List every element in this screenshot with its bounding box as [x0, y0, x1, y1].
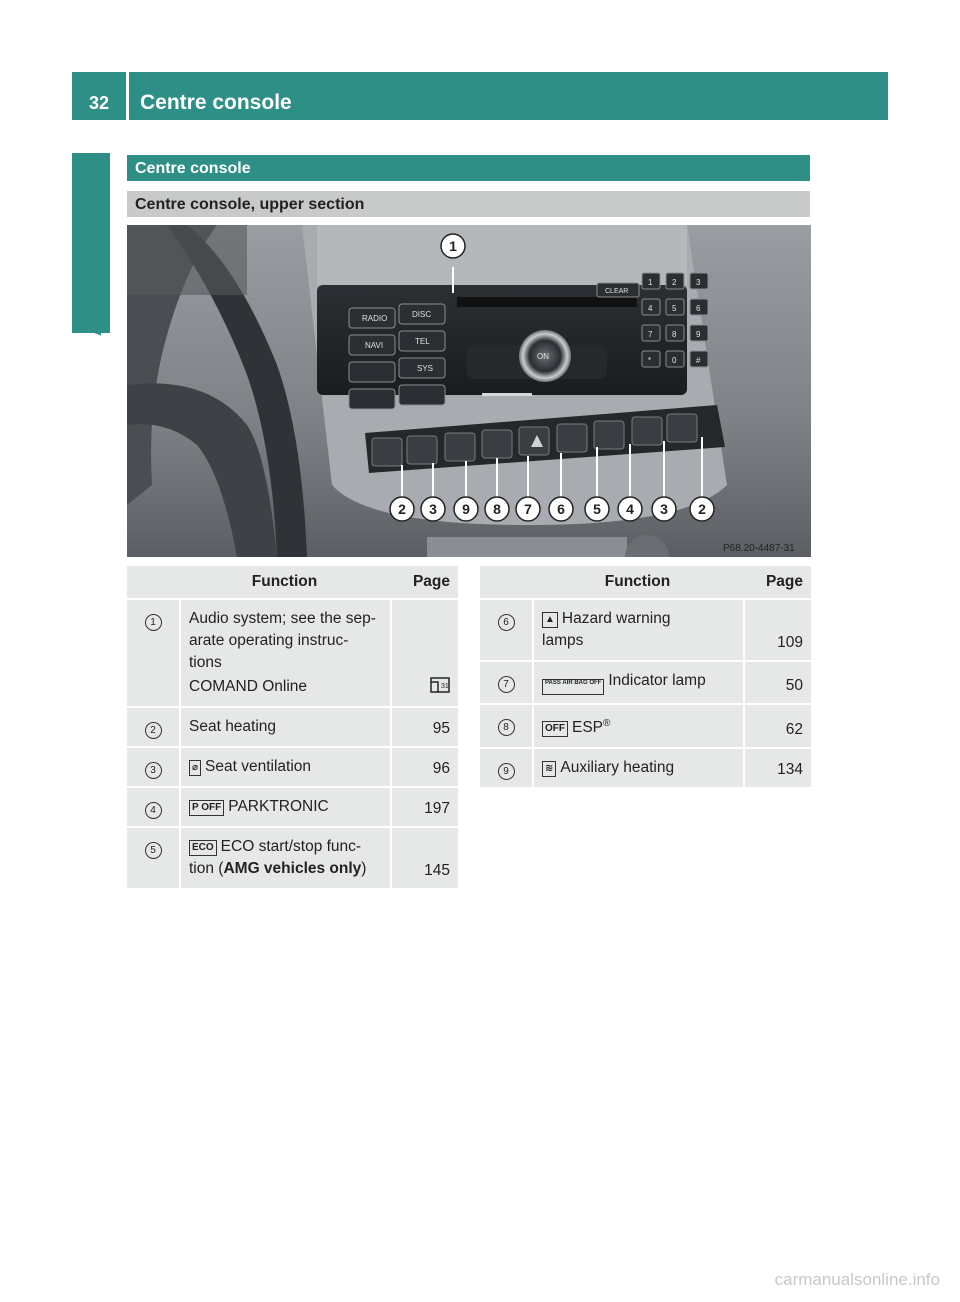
svg-text:SYS: SYS: [417, 364, 434, 373]
svg-text:31: 31: [441, 683, 449, 690]
table-row: 6 ▲ Hazard warning lamps 109: [480, 600, 811, 662]
table-row: 5 ECO ECO start/stop func- tion (AMG vehicles only) 145: [127, 828, 458, 890]
col-page: Page: [743, 566, 811, 600]
svg-text:3: 3: [429, 501, 437, 517]
svg-text:2: 2: [698, 501, 706, 517]
svg-text:2: 2: [672, 278, 677, 287]
col-page: Page: [390, 566, 458, 600]
svg-text:2: 2: [398, 501, 406, 517]
watermark: carmanualsonline.info: [774, 1270, 940, 1289]
page-number: 32: [88, 93, 110, 113]
function-table-left: [127, 566, 458, 890]
svg-text:7: 7: [524, 501, 532, 517]
parktronic-icon: P OFF: [189, 800, 224, 816]
hazard-warning-icon: ▲: [542, 612, 558, 628]
svg-text:6: 6: [557, 501, 565, 517]
callout-number: 1: [145, 614, 162, 631]
table-row: 7 PASS AIR BAG OFF Indicator lamp 50: [480, 662, 811, 705]
svg-text:6: 6: [696, 304, 701, 313]
section-title: Centre console: [127, 155, 810, 181]
col-function: Function: [179, 566, 390, 600]
seat-ventilation-icon: ⌀: [189, 760, 201, 776]
svg-text:NAVI: NAVI: [365, 341, 384, 350]
svg-text:RADIO: RADIO: [362, 314, 388, 323]
header-title: Centre console: [140, 91, 292, 114]
table-row: 1 Audio system; see the sep- arate operating instruc- tions COMAND Online 31: [127, 600, 458, 708]
svg-text:7: 7: [648, 330, 653, 339]
table-row: 2 Seat heating 95: [127, 708, 458, 748]
svg-text:3: 3: [660, 501, 668, 517]
svg-text:0: 0: [672, 356, 677, 365]
table-row: 4 P OFF PARKTRONIC 197: [127, 788, 458, 828]
table-row: 3 ⌀ Seat ventilation 96: [127, 748, 458, 788]
svg-text:9: 9: [462, 501, 470, 517]
auxiliary-heating-icon: ≋: [542, 761, 556, 777]
side-tab: [83, 223, 123, 536]
svg-text:TEL: TEL: [415, 337, 430, 346]
svg-text:1: 1: [648, 278, 653, 287]
side-tab-label: At a glance: [83, 223, 106, 336]
image-code: P68.20-4487-31: [723, 543, 795, 554]
svg-text:#: #: [696, 356, 701, 365]
airbag-off-icon: PASS AIR BAG OFF: [542, 679, 604, 695]
table-row: 8 OFF ESP® 62: [480, 705, 811, 749]
book-icon: [430, 677, 450, 693]
svg-text:5: 5: [593, 501, 601, 517]
svg-text:ON: ON: [537, 352, 549, 361]
svg-text:*: *: [648, 356, 652, 365]
svg-text:4: 4: [626, 501, 634, 517]
col-function: Function: [532, 566, 743, 600]
page-header: [72, 72, 888, 120]
svg-text:8: 8: [493, 501, 501, 517]
centre-console-photo: [127, 225, 811, 557]
function-table-right: [480, 566, 811, 789]
svg-text:8: 8: [672, 330, 677, 339]
table-row: 9 ≋ Auxiliary heating 134: [480, 749, 811, 789]
subsection-title: Centre console, upper section: [127, 191, 810, 217]
svg-text:9: 9: [696, 330, 701, 339]
svg-text:1: 1: [449, 238, 457, 254]
svg-text:3: 3: [696, 278, 701, 287]
eco-icon: ECO: [189, 840, 217, 856]
svg-text:DISC: DISC: [412, 310, 432, 319]
svg-text:5: 5: [672, 304, 677, 313]
esp-off-icon: OFF: [542, 721, 568, 737]
svg-text:CLEAR: CLEAR: [605, 288, 629, 295]
header-divider: [126, 72, 129, 120]
svg-text:4: 4: [648, 304, 653, 313]
